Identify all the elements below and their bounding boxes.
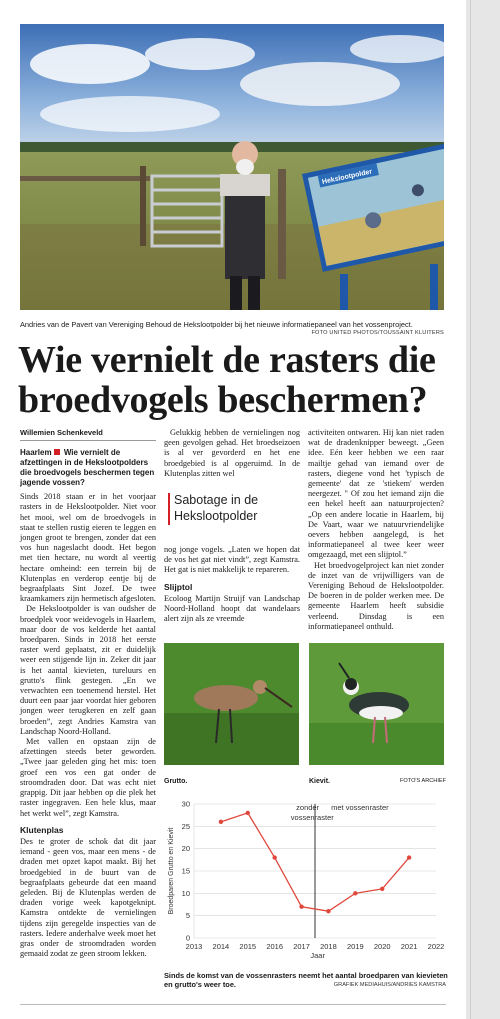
annotation-zonder: zonder xyxy=(296,803,320,812)
paragraph: Sinds 2018 staan er in het voorjaar rasters in de Hekslootpolder. Niet voor het mooi, wel om de broedvogels in staat te stellen rustig eieren te leggen en jongen groot te brengen, zonder dat een vos hun nageslacht doodt. Het begon met tien hectare, nu wordt al veertig hectare omheind: een terrein bij de Klutenplas en verderop eentje bij de begraafplaats Sint Jozef. De twee kraamkamers zijn hermetisch afgesloten. xyxy=(20,492,156,604)
photo-credit: FOTO UNITED PHOTOS/TOUSSAINT KLUITERS xyxy=(311,330,444,336)
sign-title: Hekslootpolder xyxy=(321,168,373,186)
lead xyxy=(20,448,156,488)
paragraph: Met vallen en opstaan zijn de afzettingen steeds beter geworden. „Twee jaar geleden ging het mis: toen groef een vos een gat onder de stroomdraden door. Dat was echt niet grappig. Dit jaar hebben op die plek het raster ingegraven. Een hele klus, maar het werkt wel”, zegt Kamstra. xyxy=(20,737,156,818)
y-tick-label: 20 xyxy=(181,844,190,854)
y-tick-label: 15 xyxy=(181,866,190,876)
dateline: Haarlem xyxy=(20,448,52,458)
bottom-rule xyxy=(20,1004,446,1005)
grutto-label: Grutto. xyxy=(164,778,188,785)
grutto-photo xyxy=(164,643,299,765)
headline: Wie vernielt de rasters die broedvogels beschermen? xyxy=(18,339,436,421)
data-point xyxy=(353,891,357,895)
page-margin xyxy=(466,0,500,1019)
paragraph: nog jonge vogels. „Laten we hopen dat de vos het gat niet vindt”, zegt Kamstra. Het gat is niet makkelijk te repareren. xyxy=(164,545,300,575)
x-tick-label: 2016 xyxy=(266,942,284,951)
x-tick-label: 2021 xyxy=(400,942,418,951)
chart-credit: GRAFIEK MEDIAHUIS/ANDRIES KAMSTRA xyxy=(333,982,446,988)
paragraph: Het broedvogelproject kan niet zonder de inzet van de vrijwilligers van de Vereniging Behoud de Hekslootpolder. De boeren in de polder werken mee. De gemeente Haarlem heeft subsidie verleend. Dinsdag is een informatiepaneel onthuld. xyxy=(308,560,444,631)
data-point xyxy=(299,905,303,909)
y-tick-label: 30 xyxy=(181,799,190,809)
data-point xyxy=(407,855,411,859)
broedparen-chart xyxy=(164,796,446,966)
data-point xyxy=(272,855,276,859)
chart-caption: Sinds de komst van de vossenrasters neemt het aantal broedparen van kievieten en grutto's weer toe. xyxy=(164,971,448,989)
data-point xyxy=(380,887,384,891)
lead-text: Wie vernielt de afzettingen in de Hekslootpolders die broedvogels beschermen tegen jagende vossen? xyxy=(20,448,155,488)
x-tick-label: 2018 xyxy=(320,942,337,951)
subhead-slijptol: Slijptol xyxy=(164,581,193,592)
y-tick-label: 0 xyxy=(185,933,190,943)
y-tick-label: 10 xyxy=(181,888,190,898)
byline: Willemien Schenkeveld xyxy=(20,428,156,441)
column-1 xyxy=(20,428,156,959)
kievit-photo xyxy=(309,643,444,765)
main-photo xyxy=(20,24,444,310)
data-point xyxy=(246,811,250,815)
column-2 xyxy=(164,428,300,479)
kievit-label: Kievit. xyxy=(309,778,331,785)
birds-credit: FOTO'S ARCHIEF xyxy=(400,778,447,784)
paragraph: Ecoloog Martijn Struijf van Landschap Noord-Holland hoopt dat wandelaars alert zijn als ze vreemde xyxy=(164,593,300,624)
annotation-met-vossenraster: met vossenraster xyxy=(331,803,389,812)
subhead-klutenplas: Klutenplas xyxy=(20,824,64,835)
chart-svg xyxy=(164,796,446,966)
paragraph: De Hekslootpolder is van oudsher de broedplek voor weidevogels in Haarlem, maar door de vos kelderde het aantal broedparen. Sinds in 2018 het eerste raster werd geplaatst, zit er duidelijk weer een stijgende lijn in. Zeker dit jaar is het aantal kievieten, tureluurs en grutto's flink gestegen. „En we verwachten een toenemend herstel. Het duurt een paar jaar voordat hier geboren jongen weer terugkeren en zelf gaan broeden”, zegt Andries Kamstra van Landschap Noord-Holland. xyxy=(20,604,156,736)
data-point xyxy=(326,909,330,913)
x-tick-label: 2022 xyxy=(427,942,445,951)
x-tick-label: 2020 xyxy=(373,942,391,951)
x-tick-label: 2014 xyxy=(212,942,230,951)
annotation-vossenraster: vossenraster xyxy=(290,813,334,822)
paragraph: Gelukkig hebben de vernielingen nog geen gevolgen gehad. Het broedseizoen is al ver gevorderd en het ene broedgebied is al opgeruimd. In de Klutenplas zitten wel xyxy=(164,428,300,478)
x-tick-label: 2013 xyxy=(185,942,203,951)
page-edge xyxy=(470,0,471,1019)
x-tick-label: 2017 xyxy=(293,942,310,951)
pull-quote-bar xyxy=(168,493,170,525)
x-tick-label: 2019 xyxy=(346,942,364,951)
x-tick-label: 2015 xyxy=(239,942,257,951)
paragraph: activiteiten ontwaren. Hij kan niet raden wat de dradenknipper beweegt. „Geen idee. Eén keer hebben we een raar mailtje gehad van iemand over de rasters, diegene vond het 'typisch de gemeente' dat ze 'stiekem' werden neergezet. '' Of zou het iemand zijn die een hekel heeft aan natuurprojecten? „Op een andere locatie in Haarlem, bij De Vaart, waar we natuurvriendelijke oevers hebben aangelegd, is het informatiepaneel al twee keer weer omgezaagd, met een slijptol.” xyxy=(308,428,444,560)
paragraph: Des te groter de schok dat dit jaar iemand - geen vos, maar een mens - de draden met opzet kapot maakt. Bij het broedgebied in de buurt van de begraafplaats gebeurde dat een maand geleden. Bij de Klutenplas werden de draden vorige week kapotgeknipt. Kamstra ontdekte de vernielingen tijdens zijn geregelde inspecties van de rasters. Iedere anderhalve week moet het gras onder de stroomdraden worden gemaaid zodat ze geen stroom lekken. xyxy=(20,836,156,959)
x-axis-label: Jaar xyxy=(310,951,325,960)
pull-quote xyxy=(164,490,300,546)
y-tick-label: 25 xyxy=(181,821,190,831)
red-square-icon xyxy=(54,449,60,455)
data-point xyxy=(219,820,223,824)
column-3 xyxy=(308,428,444,632)
photo-caption: Andries van de Pavert van Vereniging Behoud de Hekslootpolder bij het nieuwe informatiepaneel van het vossenproject. xyxy=(20,320,413,329)
pull-quote-text: Sabotage in de Hekslootpolder xyxy=(174,493,259,523)
column-2-continued xyxy=(164,545,300,624)
y-tick-label: 5 xyxy=(185,911,190,921)
y-axis-label: Broedparen Grutto en Kievit xyxy=(168,827,175,915)
